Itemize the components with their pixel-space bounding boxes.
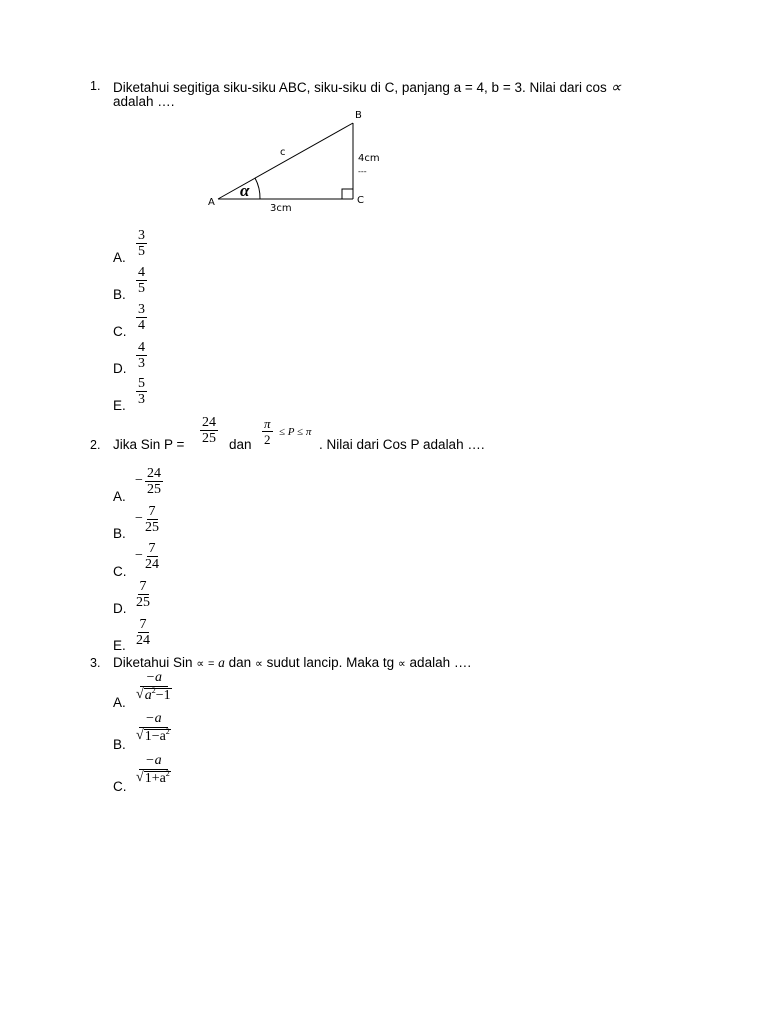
option-label[interactable]: A. [113, 250, 126, 265]
range-fraction: $\frac{\pi}{2}$ [264, 416, 271, 447]
option-fraction: $\frac{3}{5}$ [138, 228, 145, 259]
option-sign: − [135, 548, 143, 563]
option-fraction: −a √ $1+a^2$ [136, 753, 170, 786]
question-text [113, 78, 621, 97]
option-label[interactable]: E. [113, 398, 126, 413]
option-label[interactable]: E. [113, 638, 126, 653]
option-label[interactable]: B. [113, 287, 126, 302]
option-fraction: $\frac{7}{24}$ [145, 541, 159, 572]
option-label[interactable]: B. [113, 526, 126, 541]
option-sign: − [135, 473, 143, 488]
alpha-symbol: ∝ [610, 80, 622, 96]
range-inequality: ≤ P ≤ π [279, 426, 312, 438]
option-fraction: $\frac{5}{3}$ [138, 376, 145, 407]
option-label[interactable]: C. [113, 324, 127, 339]
option-label[interactable]: A. [113, 695, 126, 710]
side-label-bc: 4cm [358, 153, 380, 164]
side-label-ac: 3cm [270, 203, 292, 214]
vertex-label-a: A [208, 197, 215, 208]
question-text: Diketahui Sin ∝ = a dan ∝ sudut lancip. Maka tg ∝ adalah …. [113, 655, 472, 670]
right-angle-mark [342, 189, 353, 199]
option-label[interactable]: C. [113, 564, 127, 579]
question-text-dan: dan [229, 437, 252, 452]
question-fraction: $\frac{24}{25}$ [202, 415, 216, 446]
option-fraction: $\frac{24}{25}$ [147, 466, 161, 497]
alpha-symbol: ∝ [254, 658, 263, 670]
option-label[interactable]: D. [113, 601, 127, 616]
option-label[interactable]: C. [113, 779, 127, 794]
vertex-label-b: B [355, 110, 362, 121]
question-text-pre: Jika Sin P = [113, 437, 185, 452]
question-text-post: . Nilai dari Cos P adalah …. [319, 437, 485, 452]
option-fraction: $\frac{4}{3}$ [138, 340, 145, 371]
variable-a: a [218, 655, 225, 670]
option-fraction: $\frac{7}{25}$ [145, 504, 159, 535]
triangle-side-ab [218, 123, 353, 199]
option-label[interactable]: A. [113, 489, 126, 504]
option-sign: − [135, 511, 143, 526]
option-fraction: $\frac{7}{25}$ [136, 579, 150, 610]
question-number: 3. [90, 656, 101, 670]
vertex-label-c: C [357, 195, 364, 206]
question-text-line2: adalah …. [113, 94, 175, 109]
option-label[interactable]: B. [113, 737, 126, 752]
question-text-line1: Diketahui segitiga siku-siku ABC, siku-siku di C, panjang a = 4, b = 3. Nilai dari cos [113, 80, 607, 95]
alpha-symbol: ∝ [397, 658, 406, 670]
angle-arc [255, 178, 260, 199]
option-fraction: −a √ $a^2-1$ [136, 670, 171, 703]
option-fraction: $\frac{7}{24}$ [136, 617, 150, 648]
question-number: 2. [90, 438, 101, 452]
side-label-c: c [280, 147, 286, 158]
option-fraction: $\frac{4}{5}$ [138, 265, 145, 296]
option-fraction: $\frac{3}{4}$ [138, 302, 145, 333]
alpha-symbol: ∝ [196, 658, 205, 670]
option-label[interactable]: D. [113, 361, 127, 376]
option-fraction: −a √ $1-a^2$ [136, 711, 170, 744]
question-number: 1. [90, 79, 101, 93]
side-label-bc-mark: --- [358, 167, 367, 176]
triangle-figure [200, 104, 400, 216]
angle-label: α [240, 181, 250, 200]
